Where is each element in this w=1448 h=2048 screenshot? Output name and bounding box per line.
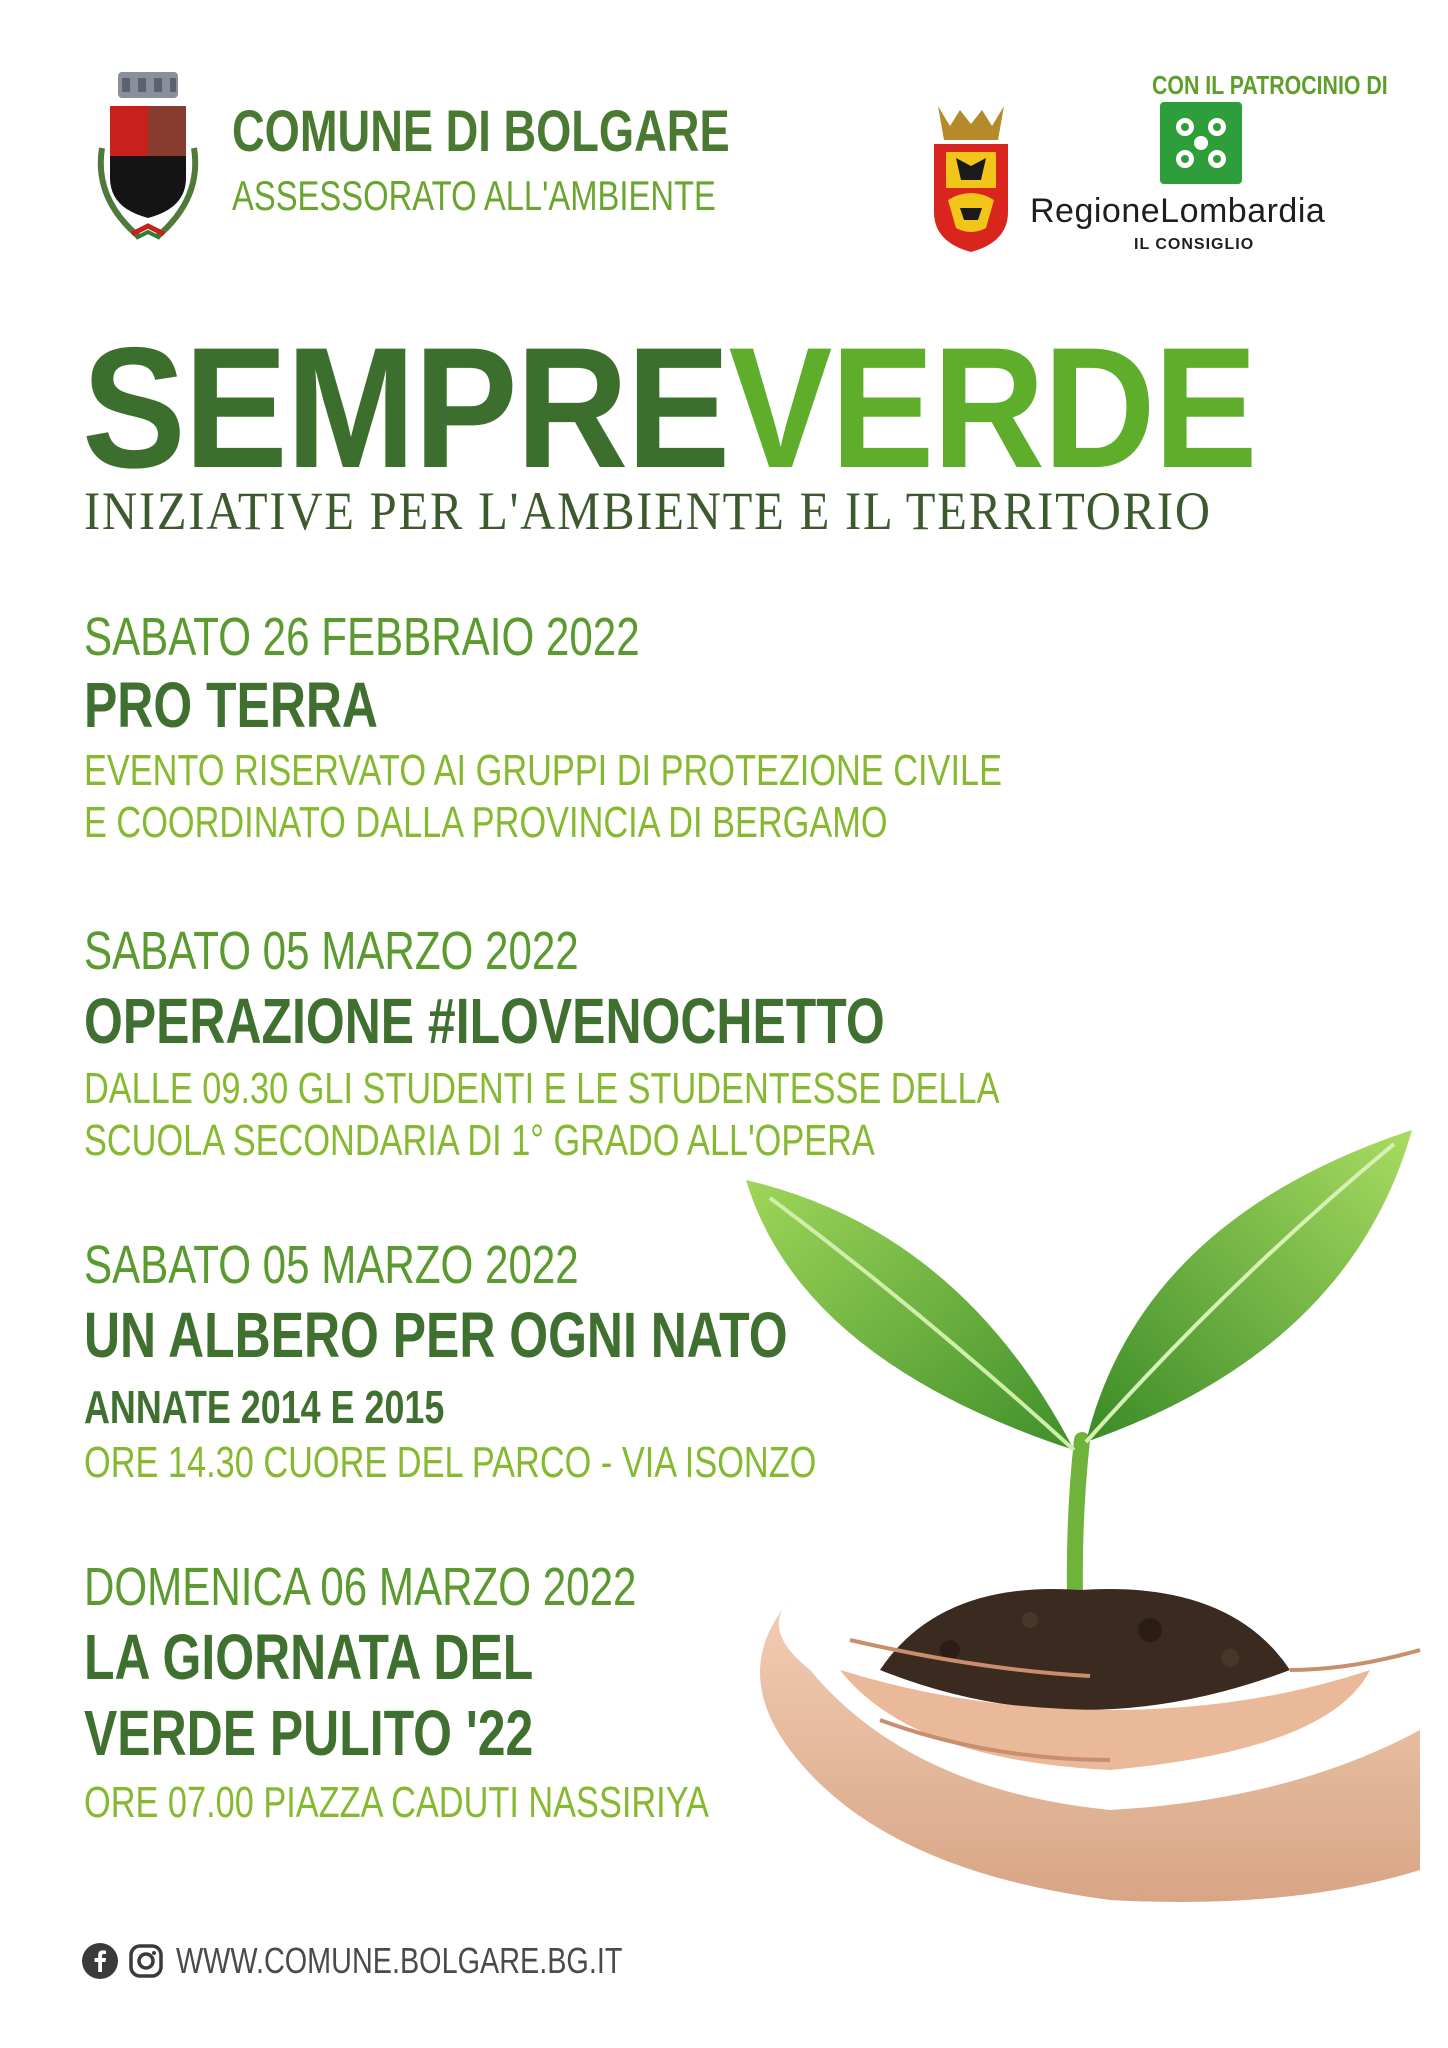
event-4-desc: ORE 07.00 PIAZZA CADUTI NASSIRIYA	[84, 1778, 709, 1827]
regione-lombardia-name: RegioneLombardia	[1030, 192, 1326, 230]
event-3-subtitle: ANNATE 2014 E 2015	[84, 1381, 445, 1433]
title-part-verde: VERDE	[728, 312, 1256, 504]
facebook-icon[interactable]	[82, 1943, 118, 1979]
comune-name: COMUNE DI BOLGARE	[232, 99, 730, 164]
instagram-icon[interactable]	[128, 1943, 164, 1979]
comune-crest-logo	[88, 68, 208, 246]
title-part-sempre: SEMPRE	[82, 312, 729, 504]
event-2-desc-line-2: SCUOLA SECONDARIA DI 1° GRADO ALL'OPERA	[84, 1116, 875, 1165]
event-1-date: SABATO 26 FEBBRAIO 2022	[84, 607, 640, 667]
event-3-title: UN ALBERO PER OGNI NATO	[84, 1299, 788, 1371]
event-4-title-line-2: VERDE PULITO '22	[84, 1697, 534, 1769]
event-2-date: SABATO 05 MARZO 2022	[84, 921, 579, 981]
event-3-desc: ORE 14.30 CUORE DEL PARCO - VIA ISONZO	[84, 1438, 817, 1487]
hands-holding-seedling-image	[730, 1110, 1430, 1930]
website-link[interactable]: WWW.COMUNE.BOLGARE.BG.IT	[176, 1940, 623, 1981]
event-2-title: OPERAZIONE #ILOVENOCHETTO	[84, 985, 885, 1057]
provincia-crest-logo	[926, 100, 1016, 256]
patrocinio-label: CON IL PATROCINIO DI	[1152, 70, 1388, 100]
regione-consiglio-label: IL CONSIGLIO	[1134, 236, 1255, 253]
assessorato-label: ASSESSORATO ALL'AMBIENTE	[232, 172, 716, 219]
main-title	[82, 312, 1256, 504]
event-1-desc-line-2: E COORDINATO DALLA PROVINCIA DI BERGAMO	[84, 798, 888, 847]
event-1-desc-line-1: EVENTO RISERVATO AI GRUPPI DI PROTEZIONE CIVILE	[84, 746, 1002, 795]
event-4-date: DOMENICA 06 MARZO 2022	[84, 1557, 637, 1617]
event-2-desc-line-1: DALLE 09.30 GLI STUDENTI E LE STUDENTESSE DELLA	[84, 1064, 1000, 1113]
event-1-title: PRO TERRA	[84, 669, 378, 741]
main-subtitle: INIZIATIVE PER L'AMBIENTE E IL TERRITORIO	[84, 481, 1212, 541]
regione-lombardia-logo-icon	[1160, 102, 1242, 184]
event-3-date: SABATO 05 MARZO 2022	[84, 1235, 579, 1295]
event-4-title-line-1: LA GIORNATA DEL	[84, 1621, 534, 1693]
